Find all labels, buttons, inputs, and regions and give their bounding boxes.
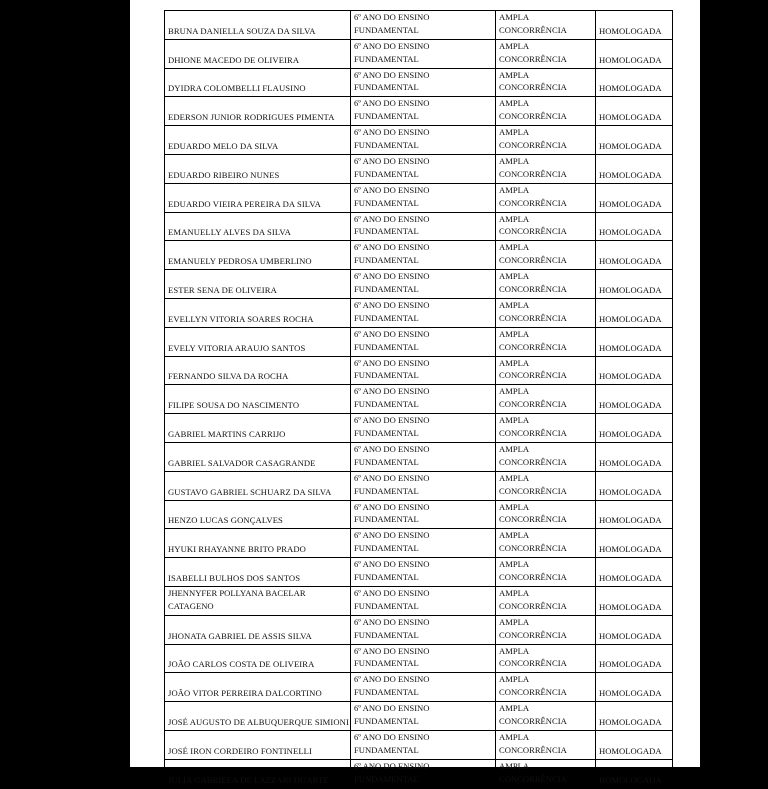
candidate-name-cell: HENZO LUCAS GONÇALVES <box>165 500 351 529</box>
quota-line: AMPLA <box>499 386 530 397</box>
quota-cell <box>496 183 596 212</box>
quota-line: CONCORRÊNCIA <box>499 168 567 179</box>
grade-cell <box>351 183 496 212</box>
grade-cell <box>351 442 496 471</box>
quota-line: CONCORRÊNCIA <box>499 687 567 698</box>
table-row <box>165 644 673 673</box>
candidate-name-cell: EVELLYN VITORIA SOARES ROCHA <box>165 298 351 327</box>
quota-cell <box>496 39 596 68</box>
table-row <box>165 241 673 270</box>
quota-line: AMPLA <box>499 587 530 598</box>
quota-line: AMPLA <box>499 184 530 195</box>
grade-line: 6º ANO DO ENSINO <box>354 703 430 714</box>
candidate-name-cell: JOÃO CARLOS COSTA DE OLIVEIRA <box>165 644 351 673</box>
quota-line: AMPLA <box>499 472 530 483</box>
grade-line: 6º ANO DO ENSINO <box>354 645 430 656</box>
table-row <box>165 11 673 40</box>
candidate-name: JHENNYFER POLLYANA BACELAR <box>168 587 306 598</box>
candidate-name-cell: EDERSON JUNIOR RODRIGUES PIMENTA <box>165 97 351 126</box>
grade-line: FUNDAMENTAL <box>354 629 419 640</box>
table-row <box>165 298 673 327</box>
grade-line: FUNDAMENTAL <box>354 600 419 611</box>
quota-line: AMPLA <box>499 127 530 138</box>
quota-line: CONCORRÊNCIA <box>499 399 567 410</box>
status-cell: HOMOLOGADA <box>596 11 673 40</box>
quota-line: CONCORRÊNCIA <box>499 600 567 611</box>
grade-line: FUNDAMENTAL <box>354 341 419 352</box>
status-cell: HOMOLOGADA <box>596 730 673 759</box>
grade-cell <box>351 414 496 443</box>
quota-line: AMPLA <box>499 443 530 454</box>
quota-cell <box>496 385 596 414</box>
candidate-name-cell: BRUNA DANIELLA SOUZA DA SILVA <box>165 11 351 40</box>
grade-line: FUNDAMENTAL <box>354 312 419 323</box>
grade-line: FUNDAMENTAL <box>354 82 419 93</box>
quota-cell <box>496 673 596 702</box>
candidate-name-cell: EMANUELY PEDROSA UMBERLINO <box>165 241 351 270</box>
candidate-name-cell: ISABELLI BULHOS DOS SANTOS <box>165 558 351 587</box>
table-row <box>165 356 673 385</box>
grade-cell <box>351 471 496 500</box>
grade-cell <box>351 327 496 356</box>
candidate-name-cell: EDUARDO VIEIRA PEREIRA DA SILVA <box>165 183 351 212</box>
table-row <box>165 615 673 644</box>
table-row <box>165 586 673 615</box>
grade-line: FUNDAMENTAL <box>354 168 419 179</box>
grade-line: FUNDAMENTAL <box>354 485 419 496</box>
grade-line: FUNDAMENTAL <box>354 456 419 467</box>
quota-cell <box>496 529 596 558</box>
quota-cell <box>496 759 596 788</box>
table-row <box>165 442 673 471</box>
candidate-name-cell: JULIA GABRIELA DE LAZZARI DUARTE <box>165 759 351 788</box>
table-row <box>165 39 673 68</box>
quota-line: AMPLA <box>499 271 530 282</box>
grade-cell <box>351 673 496 702</box>
status-cell: HOMOLOGADA <box>596 673 673 702</box>
table-row <box>165 730 673 759</box>
candidate-name-cell: DHIONE MACEDO DE OLIVEIRA <box>165 39 351 68</box>
quota-line: CONCORRÊNCIA <box>499 139 567 150</box>
candidate-name-cell: JOSÉ IRON CORDEIRO FONTINELLI <box>165 730 351 759</box>
grade-cell <box>351 615 496 644</box>
grade-cell <box>351 644 496 673</box>
quota-line: AMPLA <box>499 731 530 742</box>
quota-line: CONCORRÊNCIA <box>499 197 567 208</box>
candidate-name-cell: HYUKI RHAYANNE BRITO PRADO <box>165 529 351 558</box>
table-row <box>165 529 673 558</box>
grade-line: 6º ANO DO ENSINO <box>354 299 430 310</box>
grade-line: 6º ANO DO ENSINO <box>354 616 430 627</box>
table-row <box>165 385 673 414</box>
quota-line: CONCORRÊNCIA <box>499 111 567 122</box>
quota-cell <box>496 126 596 155</box>
grade-line: 6º ANO DO ENSINO <box>354 98 430 109</box>
status-cell: HOMOLOGADA <box>596 39 673 68</box>
quota-line: AMPLA <box>499 645 530 656</box>
grade-line: 6º ANO DO ENSINO <box>354 674 430 685</box>
quota-line: CONCORRÊNCIA <box>499 283 567 294</box>
status-cell: HOMOLOGADA <box>596 356 673 385</box>
table-row <box>165 97 673 126</box>
grade-cell <box>351 558 496 587</box>
table-row <box>165 702 673 731</box>
quota-cell <box>496 356 596 385</box>
quota-line: CONCORRÊNCIA <box>499 543 567 554</box>
grade-cell <box>351 68 496 97</box>
quota-line: AMPLA <box>499 328 530 339</box>
quota-line: CONCORRÊNCIA <box>499 744 567 755</box>
status-cell: HOMOLOGADA <box>596 126 673 155</box>
grade-line: 6º ANO DO ENSINO <box>354 472 430 483</box>
status-cell: HOMOLOGADA <box>596 471 673 500</box>
grade-cell <box>351 356 496 385</box>
quota-cell <box>496 471 596 500</box>
grade-line: 6º ANO DO ENSINO <box>354 357 430 368</box>
grade-line: FUNDAMENTAL <box>354 773 419 784</box>
grade-line: FUNDAMENTAL <box>354 715 419 726</box>
quota-line: AMPLA <box>499 703 530 714</box>
grade-line: 6º ANO DO ENSINO <box>354 184 430 195</box>
table-row <box>165 183 673 212</box>
table-row <box>165 414 673 443</box>
candidate-name-cell: FILIPE SOUSA DO NASCIMENTO <box>165 385 351 414</box>
candidate-name-cell: EVELY VITORIA ARAUJO SANTOS <box>165 327 351 356</box>
candidate-name-cell: EDUARDO RIBEIRO NUNES <box>165 154 351 183</box>
status-cell: HOMOLOGADA <box>596 97 673 126</box>
quota-cell <box>496 730 596 759</box>
grade-line: 6º ANO DO ENSINO <box>354 69 430 80</box>
grade-line: FUNDAMENTAL <box>354 283 419 294</box>
quota-line: CONCORRÊNCIA <box>499 255 567 266</box>
grade-line: 6º ANO DO ENSINO <box>354 530 430 541</box>
quota-cell <box>496 11 596 40</box>
grade-cell <box>351 270 496 299</box>
grade-cell <box>351 39 496 68</box>
quota-line: CONCORRÊNCIA <box>499 82 567 93</box>
grade-line: 6º ANO DO ENSINO <box>354 127 430 138</box>
grade-cell <box>351 529 496 558</box>
quota-line: AMPLA <box>499 616 530 627</box>
status-cell: HOMOLOGADA <box>596 68 673 97</box>
grade-line: 6º ANO DO ENSINO <box>354 501 430 512</box>
table-row <box>165 500 673 529</box>
quota-cell <box>496 442 596 471</box>
table-row <box>165 270 673 299</box>
grade-line: FUNDAMENTAL <box>354 226 419 237</box>
quota-line: CONCORRÊNCIA <box>499 312 567 323</box>
status-cell: HOMOLOGADA <box>596 500 673 529</box>
candidate-name-cell: GABRIEL MARTINS CARRIJO <box>165 414 351 443</box>
quota-line: CONCORRÊNCIA <box>499 226 567 237</box>
quota-line: CONCORRÊNCIA <box>499 24 567 35</box>
quota-line: AMPLA <box>499 760 530 771</box>
grade-line: FUNDAMENTAL <box>354 687 419 698</box>
quota-cell <box>496 644 596 673</box>
quota-cell <box>496 212 596 241</box>
grade-line: FUNDAMENTAL <box>354 139 419 150</box>
quota-cell <box>496 500 596 529</box>
quota-cell <box>496 298 596 327</box>
quota-line: CONCORRÊNCIA <box>499 715 567 726</box>
grade-line: 6º ANO DO ENSINO <box>354 12 430 22</box>
quota-line: AMPLA <box>499 559 530 570</box>
quota-line: AMPLA <box>499 12 530 22</box>
grade-line: 6º ANO DO ENSINO <box>354 415 430 426</box>
candidate-name-cell: JHONATA GABRIEL DE ASSIS SILVA <box>165 615 351 644</box>
table-row <box>165 154 673 183</box>
quota-line: CONCORRÊNCIA <box>499 370 567 381</box>
status-cell: HOMOLOGADA <box>596 327 673 356</box>
grade-line: FUNDAMENTAL <box>354 111 419 122</box>
grade-cell <box>351 97 496 126</box>
table-row <box>165 673 673 702</box>
table-row <box>165 558 673 587</box>
quota-line: CONCORRÊNCIA <box>499 456 567 467</box>
grade-line: 6º ANO DO ENSINO <box>354 40 430 51</box>
grade-line: FUNDAMENTAL <box>354 543 419 554</box>
grade-line: 6º ANO DO ENSINO <box>354 731 430 742</box>
candidate-name-continued: CATAGENO <box>168 600 214 611</box>
quota-cell <box>496 702 596 731</box>
candidate-name-cell: EMANUELLY ALVES DA SILVA <box>165 212 351 241</box>
grade-line: 6º ANO DO ENSINO <box>354 559 430 570</box>
status-cell: HOMOLOGADA <box>596 759 673 788</box>
quota-line: AMPLA <box>499 501 530 512</box>
grade-line: 6º ANO DO ENSINO <box>354 328 430 339</box>
quota-line: CONCORRÊNCIA <box>499 427 567 438</box>
grade-cell <box>351 759 496 788</box>
status-cell: HOMOLOGADA <box>596 270 673 299</box>
grade-cell <box>351 126 496 155</box>
candidate-name-cell: DYIDRA COLOMBELLI FLAUSINO <box>165 68 351 97</box>
grade-line: 6º ANO DO ENSINO <box>354 760 430 771</box>
table-row <box>165 471 673 500</box>
table-row <box>165 212 673 241</box>
status-cell: HOMOLOGADA <box>596 414 673 443</box>
quota-cell <box>496 97 596 126</box>
quota-line: AMPLA <box>499 674 530 685</box>
grade-cell <box>351 385 496 414</box>
grade-line: FUNDAMENTAL <box>354 370 419 381</box>
grade-cell <box>351 241 496 270</box>
grade-line: FUNDAMENTAL <box>354 255 419 266</box>
quota-line: AMPLA <box>499 415 530 426</box>
grade-cell <box>351 730 496 759</box>
grade-cell <box>351 586 496 615</box>
status-cell: HOMOLOGADA <box>596 298 673 327</box>
grade-line: 6º ANO DO ENSINO <box>354 443 430 454</box>
quota-line: CONCORRÊNCIA <box>499 658 567 669</box>
candidate-name-cell <box>165 586 351 615</box>
status-cell: HOMOLOGADA <box>596 385 673 414</box>
quota-line: AMPLA <box>499 299 530 310</box>
grade-line: FUNDAMENTAL <box>354 744 419 755</box>
status-cell: HOMOLOGADA <box>596 183 673 212</box>
candidate-name-cell: FERNANDO SILVA DA ROCHA <box>165 356 351 385</box>
grade-line: FUNDAMENTAL <box>354 53 419 64</box>
status-cell: HOMOLOGADA <box>596 442 673 471</box>
quota-line: AMPLA <box>499 40 530 51</box>
status-cell: HOMOLOGADA <box>596 586 673 615</box>
status-cell: HOMOLOGADA <box>596 154 673 183</box>
quota-line: AMPLA <box>499 69 530 80</box>
table-row <box>165 327 673 356</box>
quota-line: AMPLA <box>499 357 530 368</box>
enrollment-table <box>164 10 673 789</box>
quota-cell <box>496 615 596 644</box>
quota-cell <box>496 414 596 443</box>
quota-line: AMPLA <box>499 242 530 253</box>
status-cell: HOMOLOGADA <box>596 644 673 673</box>
grade-line: 6º ANO DO ENSINO <box>354 155 430 166</box>
quota-cell <box>496 154 596 183</box>
quota-line: CONCORRÊNCIA <box>499 341 567 352</box>
grade-line: FUNDAMENTAL <box>354 514 419 525</box>
status-cell: HOMOLOGADA <box>596 212 673 241</box>
grade-line: FUNDAMENTAL <box>354 24 419 35</box>
grade-line: 6º ANO DO ENSINO <box>354 587 430 598</box>
quota-line: AMPLA <box>499 98 530 109</box>
table-row <box>165 68 673 97</box>
candidate-name-cell: ESTER SENA DE OLIVEIRA <box>165 270 351 299</box>
quota-cell <box>496 558 596 587</box>
grade-cell <box>351 11 496 40</box>
grade-line: FUNDAMENTAL <box>354 658 419 669</box>
quota-cell <box>496 270 596 299</box>
document-page <box>130 0 700 785</box>
status-cell: HOMOLOGADA <box>596 702 673 731</box>
status-cell: HOMOLOGADA <box>596 241 673 270</box>
grade-line: FUNDAMENTAL <box>354 571 419 582</box>
candidate-name-cell: JOSÉ AUGUSTO DE ALBUQUERQUE SIMIONI <box>165 702 351 731</box>
grade-line: 6º ANO DO ENSINO <box>354 386 430 397</box>
candidate-name-cell: JOÃO VITOR PERREIRA DALCORTINO <box>165 673 351 702</box>
quota-cell <box>496 68 596 97</box>
candidate-name-cell: GABRIEL SALVADOR CASAGRANDE <box>165 442 351 471</box>
quota-cell <box>496 586 596 615</box>
status-cell: HOMOLOGADA <box>596 615 673 644</box>
quota-line: CONCORRÊNCIA <box>499 53 567 64</box>
quota-line: CONCORRÊNCIA <box>499 773 567 784</box>
table-row <box>165 126 673 155</box>
grade-line: 6º ANO DO ENSINO <box>354 242 430 253</box>
grade-cell <box>351 154 496 183</box>
table-body <box>165 11 673 789</box>
status-cell: HOMOLOGADA <box>596 558 673 587</box>
status-cell: HOMOLOGADA <box>596 529 673 558</box>
grade-cell <box>351 702 496 731</box>
grade-line: FUNDAMENTAL <box>354 197 419 208</box>
grade-line: FUNDAMENTAL <box>354 427 419 438</box>
grade-cell <box>351 298 496 327</box>
grade-line: 6º ANO DO ENSINO <box>354 213 430 224</box>
grade-cell <box>351 500 496 529</box>
quota-line: AMPLA <box>499 155 530 166</box>
grade-cell <box>351 212 496 241</box>
quota-line: AMPLA <box>499 213 530 224</box>
quota-line: CONCORRÊNCIA <box>499 514 567 525</box>
quota-line: CONCORRÊNCIA <box>499 629 567 640</box>
candidate-name-cell: EDUARDO MELO DA SILVA <box>165 126 351 155</box>
quota-cell <box>496 241 596 270</box>
quota-line: CONCORRÊNCIA <box>499 571 567 582</box>
quota-line: CONCORRÊNCIA <box>499 485 567 496</box>
grade-line: 6º ANO DO ENSINO <box>354 271 430 282</box>
quota-cell <box>496 327 596 356</box>
grade-line: FUNDAMENTAL <box>354 399 419 410</box>
candidate-name-cell: GUSTAVO GABRIEL SCHUARZ DA SILVA <box>165 471 351 500</box>
quota-line: AMPLA <box>499 530 530 541</box>
table-row <box>165 759 673 788</box>
